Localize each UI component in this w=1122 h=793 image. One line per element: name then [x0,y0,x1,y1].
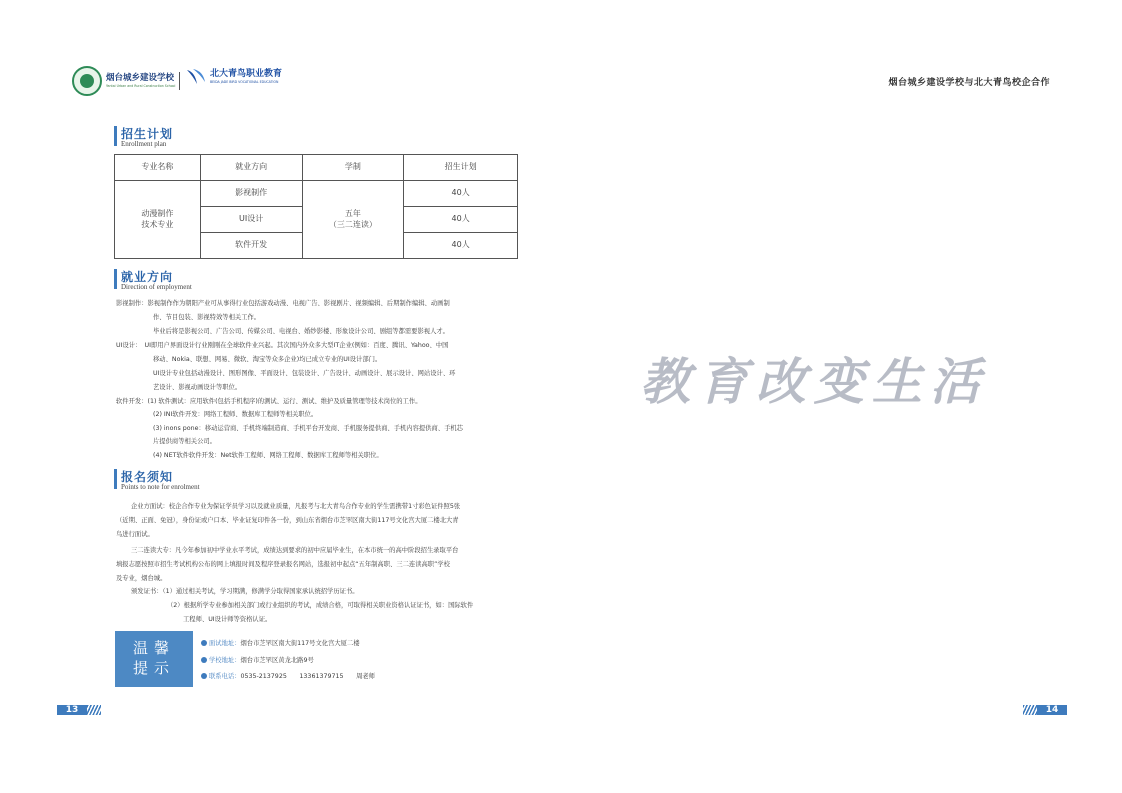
direction-cell: UI设计 [200,207,302,233]
heading-bar [114,126,117,146]
notice-line: 三二连读大专：凡今年参加初中学业水平考试，成绩达到要求的初中应届毕业生，在本市统一的高中阶段招生录取平台 [131,547,459,554]
bullet-dot-icon [201,673,207,679]
employment-line: 软件开发：(1) 软件测试：应用软件(包括手机程序)的测试、运行、测试、维护及质量管理等技术岗位的工作。 [116,398,422,405]
table-header-cell: 学制 [302,155,404,181]
logo-divider [179,72,180,90]
header-title: 烟台城乡建设学校与北大青鸟校企合作 [888,78,1050,88]
slogan: 教育改变生活 [640,352,988,411]
partner-logo [185,68,282,86]
major-line: 动漫制作 [141,209,174,219]
system-cell [302,181,404,259]
contact-school-address [201,655,314,664]
contact-phone [201,671,375,680]
employment-line: (4) NET软件软件开发：Net软件工程师、网络工程师、数据库工程师等相关职位。 [153,452,383,459]
section-subtitle: Direction of employment [121,283,192,291]
contact-value: 烟台市芝罘区南大街117号文化宫大厦二楼 [240,640,360,647]
notice-line: 企业方面试：校企合作专业为保证学员学习以及就业质量，凡报考与北大青鸟合作专业的学生需携带1寸彩色证件照5张 [131,503,461,510]
notice-line: 工程师、UI设计师等资格认证。 [183,616,272,623]
employment-line: (3) inons pone：移动运营商、手机终端制造商、手机平台开发商、手机服务提供商、手机内容提供商、手机芯 [153,425,463,432]
employment-line: 移动、Nokia、联想、网易、微软、淘宝等众多企业)均已成立专业的UI设计部门。 [153,356,382,363]
heading-bar [114,269,117,289]
table-header-cell: 招生计划 [404,155,518,181]
partner-name-en: BEIDA JADE BIRD VOCATIONAL EDUCATION [210,79,279,84]
employment-line: UI设计专业包括动漫设计、图形图像、平面设计、包装设计、广告设计、动画设计、展示设计、网站设计、环 [153,370,456,377]
contact-label: 学校地址： [209,657,241,664]
major-line: 技术专业 [141,219,174,229]
notice-line: 及专业，烟台城。 [116,575,167,582]
quota-cell: 40人 [404,233,518,259]
school-name-en: Yantai Urban and Rural Construction School [106,83,176,88]
table-header-row [115,155,518,181]
notice-line: （近期、正面、免冠），身份证或户口本、毕业证复印件各一份，到山东省烟台市芝罘区南大街117号文化宫大厦二楼北大青 [116,517,459,524]
employment-line: 影视制作：影视制作作为朝阳产业可从事得行业包括游戏动漫、电视广告、影视剧片、视频编辑、后期制作编辑、动画制 [116,300,450,307]
table-header-cell: 就业方向 [200,155,302,181]
system-line: 五年 [344,209,361,219]
employment-line: 艺设计、影视动画设计等职位。 [153,384,242,391]
notice-line: 鸟进行面试。 [116,531,154,538]
contact-value: 0535-2137925 13361379715 周老师 [240,673,375,680]
tips-box-line: 温馨 [132,639,175,657]
page-number: 14 [1037,705,1067,715]
page-number-left [57,705,101,715]
tips-box-line: 提示 [132,659,175,677]
contact-value: 烟台市芝罘区黄龙北路9号 [240,657,314,664]
section-title: 就业方向 [121,270,174,284]
employment-line: UI设计： UI即用户界面设计行业刚刚在全球软件业兴起。其次国内外众多大型IT企业(例如：百度、腾讯、Yahoo、中国 [116,342,449,349]
stripes-decoration [87,705,101,715]
contact-label: 联系电话： [209,673,241,680]
stripes-decoration [1023,705,1037,715]
page-number-right [1023,705,1067,715]
employment-line: 作、节目包装、影视特效等相关工作。 [153,314,261,321]
quota-cell: 40人 [404,181,518,207]
school-name: 烟台城乡建设学校 [106,73,175,84]
bullet-dot-icon [201,657,207,663]
table-row [115,181,518,207]
contact-label: 面试地址： [209,640,241,647]
major-cell [115,181,201,259]
system-line: （三二连读） [328,219,377,229]
employment-line: 片提供商等相关公司。 [153,438,216,445]
direction-cell: 影视制作 [200,181,302,207]
enrollment-table [114,154,518,259]
table-header-cell: 专业名称 [115,155,201,181]
tips-box [115,631,193,687]
notice-line: 填报志愿按照市招生考试机构公布的网上填报时间及程序登录报名网站，选报初中起点“五年制高职、三二连读高职”学校 [116,561,450,568]
page-header [72,66,1062,98]
notice-line: （2）根据所学专业参加相关部门或行业组织的考试，成绩合格，可取得相关职业资格认证证书，如：国际软件 [167,602,474,609]
section-subtitle: Points to note for enrolment [121,483,200,491]
partner-name: 北大青鸟职业教育 [210,68,283,79]
page-number: 13 [57,705,87,715]
section-subtitle: Enrollment plan [121,140,167,148]
notice-line: 颁发证书：（1）通过相关考试，学习期满，修满学分取得国家承认统招学历证书。 [131,588,359,595]
school-logo [72,66,175,96]
heading-bar [114,469,117,489]
section-title: 招生计划 [121,127,174,141]
bullet-dot-icon [201,640,207,646]
school-seal-icon [72,66,102,96]
employment-line: 毕业后将是影视公司、广告公司、传媒公司、电视台、婚纱影楼、形象设计公司、剧组等都需要影视人才。 [153,328,449,335]
direction-cell: 软件开发 [200,233,302,259]
contact-interview-address [201,638,360,647]
jade-bird-icon [185,68,207,86]
employment-line: (2) INI软件开发：网络工程师、数据库工程师等相关职位。 [153,411,318,418]
quota-cell: 40人 [404,207,518,233]
section-title: 报名须知 [121,470,174,484]
